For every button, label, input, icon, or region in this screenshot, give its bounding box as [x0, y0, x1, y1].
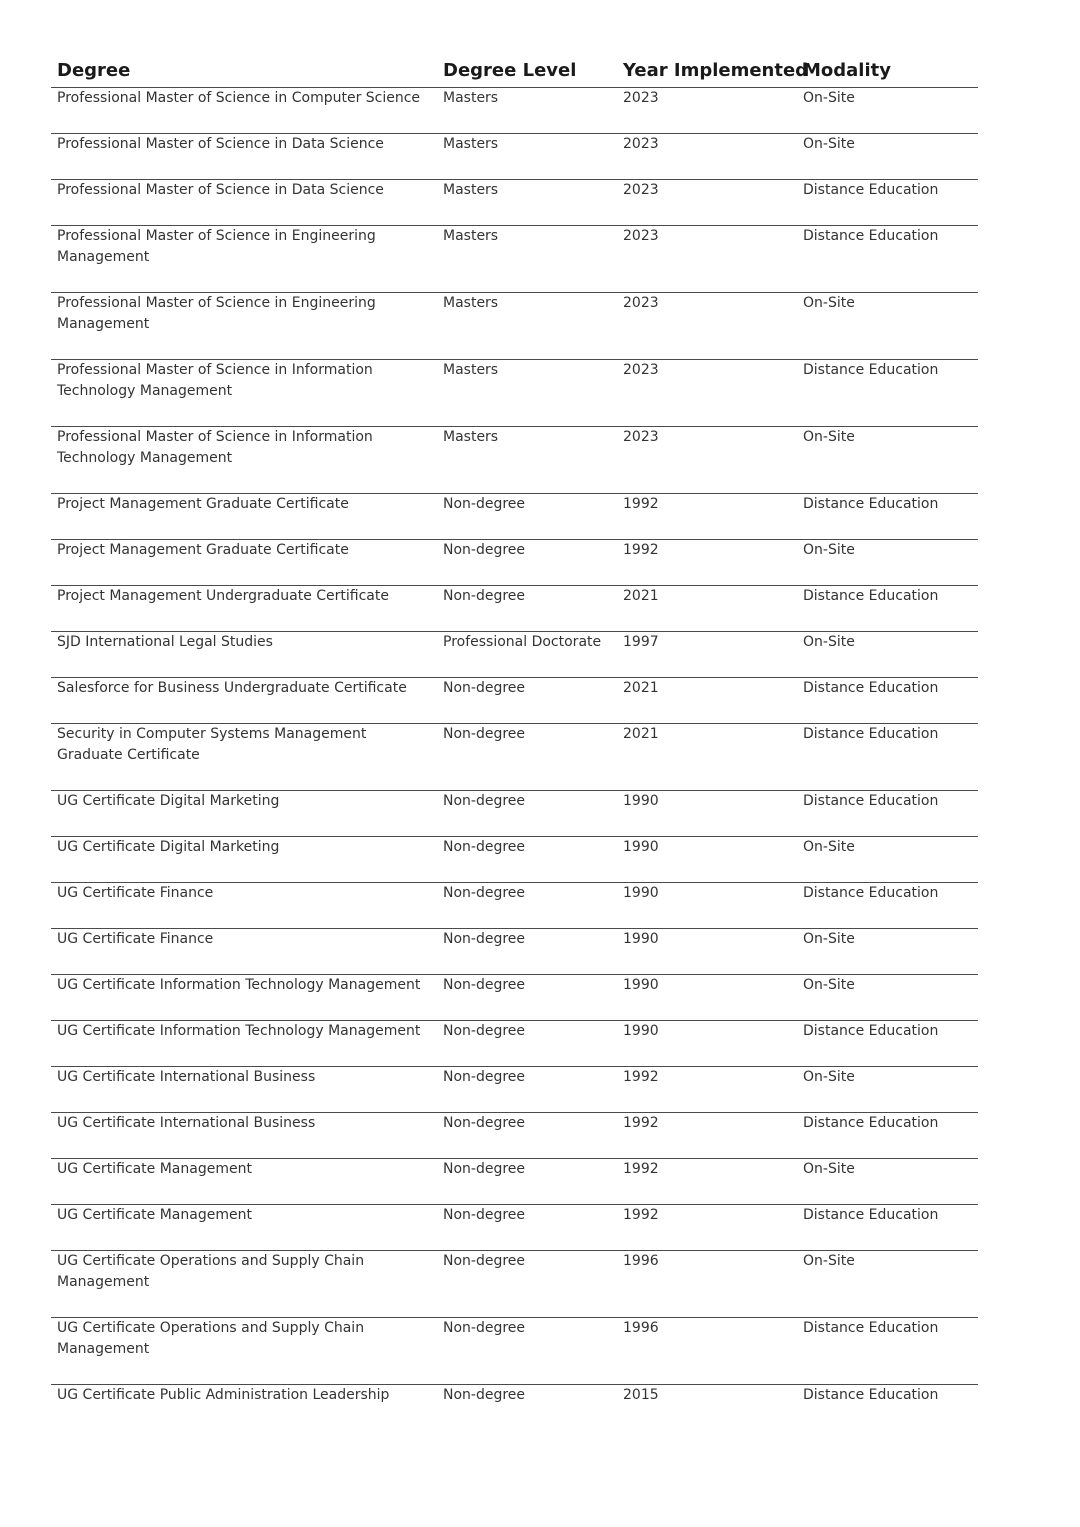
table-row [51, 586, 978, 632]
modality-cell: On-Site [797, 837, 978, 883]
year-cell: 2015 [623, 1387, 659, 1403]
modality-cell: On-Site [797, 632, 978, 678]
degree-table [51, 56, 978, 1431]
year-cell: 1997 [617, 632, 797, 678]
degree-level-cell: Non-degree [443, 1387, 526, 1403]
modality-cell: On-Site [797, 427, 978, 494]
year-cell: 1992 [617, 540, 797, 586]
degree-cell: SJD International Legal Studies [51, 632, 437, 678]
degree-level-cell: Non-degree [437, 724, 617, 791]
degree-cell: UG Certificate Finance [51, 929, 437, 975]
year-cell: 1996 [617, 1318, 797, 1385]
table-row [51, 180, 978, 226]
year-cell: 1996 [617, 1251, 797, 1318]
year-cell: 1992 [617, 1067, 797, 1113]
degree-cell: Professional Master of Science in Engineering Management [51, 226, 437, 293]
degree-level-cell: Non-degree [437, 1251, 617, 1318]
degree-level-cell: Non-degree [437, 1205, 617, 1251]
degree-level-cell: Non-degree [437, 494, 617, 540]
degree-cell: Project Management Graduate Certificate [51, 540, 437, 586]
degree-cell: UG Certificate International Business [51, 1067, 437, 1113]
table-row [51, 360, 978, 427]
year-cell: 1990 [617, 929, 797, 975]
degree-cell: Professional Master of Science in Information Technology Management [51, 427, 437, 494]
table-row [51, 1067, 978, 1113]
table-row [51, 791, 978, 837]
modality-cell: On-Site [797, 975, 978, 1021]
modality-cell: Distance Education [797, 883, 978, 929]
degree-level-cell: Non-degree [437, 975, 617, 1021]
degree-level-cell: Masters [437, 360, 617, 427]
degree-cell: Salesforce for Business Undergraduate Certificate [51, 678, 437, 724]
degree-level-cell: Non-degree [437, 540, 617, 586]
degree-level-cell: Masters [437, 226, 617, 293]
year-cell: 1992 [617, 1113, 797, 1159]
table-row [51, 1159, 978, 1205]
degree-level-cell: Masters [437, 293, 617, 360]
degree-level-cell: Non-degree [437, 1067, 617, 1113]
degree-cell: UG Certificate Operations and Supply Chain Management [51, 1251, 437, 1318]
modality-cell: On-Site [797, 134, 978, 180]
degree-level-cell: Non-degree [437, 678, 617, 724]
degree-cell: UG Certificate Public Administration Leadership [57, 1387, 390, 1403]
table-row [51, 293, 978, 360]
degree-level-cell: Non-degree [437, 837, 617, 883]
table-row [51, 427, 978, 494]
year-cell: 2021 [617, 724, 797, 791]
table-row [51, 1113, 978, 1159]
column-header-degree-level: Degree Level [437, 56, 617, 88]
degree-cell: Professional Master of Science in Engineering Management [51, 293, 437, 360]
year-cell: 2021 [617, 678, 797, 724]
table-row [51, 226, 978, 293]
degree-cell: Professional Master of Science in Information Technology Management [51, 360, 437, 427]
degree-level-cell: Non-degree [437, 791, 617, 837]
column-header-modality: Modality [797, 56, 978, 88]
degree-level-cell: Non-degree [437, 1113, 617, 1159]
table-row [51, 1205, 978, 1251]
degree-cell: Professional Master of Science in Computer Science [51, 88, 437, 134]
modality-cell: On-Site [797, 1159, 978, 1205]
modality-cell: Distance Education [797, 1113, 978, 1159]
degree-cell: UG Certificate Management [51, 1205, 437, 1251]
degree-cell: UG Certificate International Business [51, 1113, 437, 1159]
degree-level-cell: Non-degree [437, 929, 617, 975]
column-header-year-implemented: Year Implemented [617, 56, 797, 88]
year-cell: 2023 [617, 134, 797, 180]
degree-cell: Professional Master of Science in Data Science [51, 134, 437, 180]
year-cell: 1990 [617, 837, 797, 883]
degree-cell: Professional Master of Science in Data Science [51, 180, 437, 226]
modality-cell: Distance Education [797, 180, 978, 226]
degree-level-cell: Non-degree [437, 1021, 617, 1067]
table-row [51, 494, 978, 540]
degree-cell: Project Management Undergraduate Certificate [51, 586, 437, 632]
modality-cell: On-Site [797, 540, 978, 586]
table-row [51, 134, 978, 180]
column-header-degree: Degree [51, 56, 437, 88]
modality-cell: On-Site [797, 293, 978, 360]
degree-cell: UG Certificate Digital Marketing [51, 837, 437, 883]
year-cell: 1992 [617, 494, 797, 540]
degree-level-cell: Non-degree [437, 1318, 617, 1385]
degree-cell: Security in Computer Systems Management Graduate Certificate [51, 724, 437, 791]
table-row [51, 883, 978, 929]
modality-cell: On-Site [797, 1251, 978, 1318]
degree-cell: UG Certificate Management [51, 1159, 437, 1205]
table-row [51, 975, 978, 1021]
modality-cell: Distance Education [797, 791, 978, 837]
modality-cell: Distance Education [803, 1387, 939, 1403]
table-row [51, 1385, 978, 1431]
table-row [51, 678, 978, 724]
modality-cell: Distance Education [797, 494, 978, 540]
table-header-row [51, 56, 978, 88]
table-row [51, 540, 978, 586]
modality-cell: Distance Education [797, 1021, 978, 1067]
year-cell: 1990 [617, 791, 797, 837]
table-row [51, 88, 978, 134]
table-row [51, 1318, 978, 1385]
modality-cell: Distance Education [797, 678, 978, 724]
table-row [51, 837, 978, 883]
degree-cell: UG Certificate Information Technology Management [51, 975, 437, 1021]
year-cell: 1990 [617, 1021, 797, 1067]
degree-cell: UG Certificate Operations and Supply Chain Management [51, 1318, 437, 1385]
year-cell: 1990 [617, 975, 797, 1021]
modality-cell: Distance Education [797, 586, 978, 632]
modality-cell: Distance Education [797, 1318, 978, 1385]
degree-level-cell: Masters [437, 134, 617, 180]
degree-level-cell: Masters [437, 180, 617, 226]
year-cell: 2023 [617, 293, 797, 360]
modality-cell: On-Site [797, 929, 978, 975]
table-row [51, 929, 978, 975]
table-row [51, 724, 978, 791]
year-cell: 2023 [617, 360, 797, 427]
modality-cell: On-Site [797, 88, 978, 134]
modality-cell: Distance Education [797, 724, 978, 791]
year-cell: 2023 [617, 88, 797, 134]
year-cell: 2021 [617, 586, 797, 632]
table-row [51, 1021, 978, 1067]
degree-cell: Project Management Graduate Certificate [51, 494, 437, 540]
degree-level-cell: Non-degree [437, 586, 617, 632]
table-row [51, 1251, 978, 1318]
year-cell: 1992 [617, 1205, 797, 1251]
modality-cell: On-Site [797, 1067, 978, 1113]
degree-level-cell: Non-degree [437, 1159, 617, 1205]
degree-cell: UG Certificate Digital Marketing [51, 791, 437, 837]
year-cell: 2023 [617, 427, 797, 494]
year-cell: 2023 [617, 180, 797, 226]
degree-cell: UG Certificate Information Technology Management [51, 1021, 437, 1067]
modality-cell: Distance Education [797, 1205, 978, 1251]
year-cell: 1990 [617, 883, 797, 929]
modality-cell: Distance Education [797, 226, 978, 293]
degree-cell: UG Certificate Finance [51, 883, 437, 929]
degree-level-cell: Masters [437, 427, 617, 494]
degree-level-cell: Masters [437, 88, 617, 134]
table-row [51, 632, 978, 678]
year-cell: 1992 [617, 1159, 797, 1205]
modality-cell: Distance Education [797, 360, 978, 427]
degree-level-cell: Non-degree [437, 883, 617, 929]
degree-level-cell: Professional Doctorate [437, 632, 617, 678]
year-cell: 2023 [617, 226, 797, 293]
